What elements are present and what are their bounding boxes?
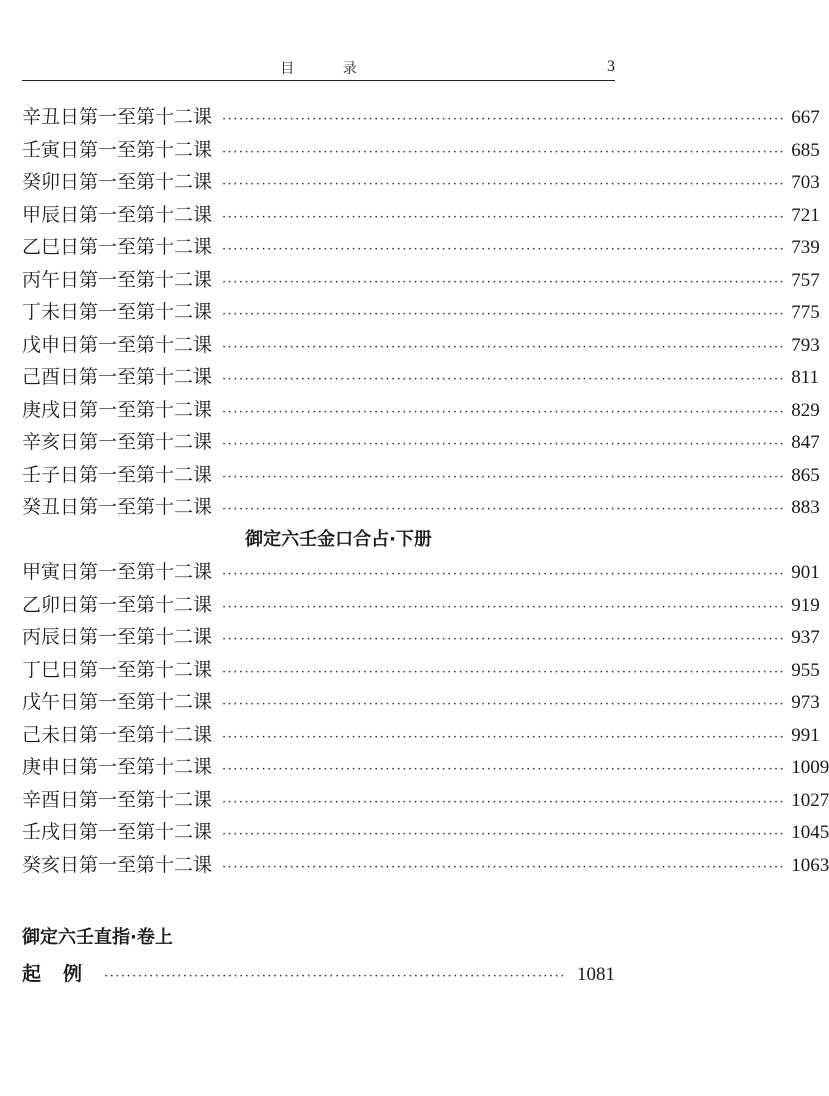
toc-entry[interactable]: [22, 426, 820, 459]
toc-entry-page: 991: [791, 724, 820, 746]
leader-dots: ····································································································: [222, 112, 786, 127]
leader-dots: ····································································································: [222, 567, 786, 582]
toc-entry-label: 丙辰日第一至第十二课: [22, 626, 213, 648]
toc-entry-page: 667: [791, 107, 820, 128]
table-of-contents: [22, 101, 829, 991]
leader-dots: ····································································································: [222, 404, 786, 420]
toc-entry-label: 起例: [22, 963, 105, 985]
leader-dots: ····································································································: [222, 177, 786, 192]
toc-entry[interactable]: [22, 264, 820, 297]
leader-dots: ····································································································: [222, 762, 786, 777]
toc-entry[interactable]: [22, 719, 820, 752]
toc-entry-label: 庚戌日第一至第十二课: [22, 398, 213, 421]
leader-dots: ····································································································: [222, 827, 786, 842]
toc-entry-page: 703: [791, 172, 820, 193]
leader-dots: ····································································································: [222, 729, 786, 745]
toc-entry-label: 乙巳日第一至第十二课: [22, 236, 213, 258]
toc-entry-page: 865: [791, 464, 820, 486]
toc-entry-page: 1081: [577, 964, 615, 985]
header-page-number: 3: [607, 58, 615, 75]
toc-entry-page: 883: [791, 497, 820, 518]
toc-entry[interactable]: [22, 849, 829, 882]
leader-dots: ····································································································: [222, 437, 786, 452]
toc-entry-page: 847: [791, 432, 820, 453]
toc-entry[interactable]: [22, 101, 820, 134]
leader-dots: ····································································································: [222, 697, 786, 712]
toc-entry[interactable]: [22, 751, 829, 784]
toc-entry-page: 739: [791, 237, 820, 258]
toc-entry[interactable]: [22, 784, 829, 817]
toc-entry-page: 1009: [791, 757, 829, 778]
toc-entry-page: 775: [791, 302, 820, 323]
leader-dots: ····································································································: [222, 469, 786, 485]
toc-entry-label: 壬子日第一至第十二课: [22, 463, 213, 486]
toc-entry-page: 955: [791, 659, 820, 681]
leader-dots: ····································································································: [222, 632, 786, 647]
toc-group-upper: [22, 101, 820, 524]
toc-entry-page: 757: [791, 269, 820, 291]
toc-entry-label: 丙午日第一至第十二课: [22, 268, 213, 291]
spacer: [22, 881, 615, 918]
toc-entry-label: 甲辰日第一至第十二课: [22, 203, 213, 226]
toc-entry-label: 丁未日第一至第十二课: [22, 301, 213, 323]
toc-entry-page: 829: [791, 399, 820, 421]
toc-entry[interactable]: [22, 296, 820, 329]
leader-dots: ····································································································: [222, 859, 786, 875]
toc-entry-label: 辛酉日第一至第十二课: [22, 788, 213, 811]
toc-entry[interactable]: [22, 134, 820, 167]
toc-entry-page: 1027: [791, 789, 829, 811]
toc-entry-label: 癸卯日第一至第十二课: [22, 171, 213, 193]
toc-entry-page: 1063: [791, 854, 829, 876]
toc-entry-label: 癸亥日第一至第十二课: [22, 853, 213, 876]
leader-dots: ····································································································: [222, 242, 786, 257]
toc-entry[interactable]: [22, 686, 820, 719]
leader-dots: ····································································································: [222, 502, 786, 517]
toc-entry-label: 戊午日第一至第十二课: [22, 691, 213, 713]
leader-dots: ····································································································: [222, 599, 786, 615]
toc-entry[interactable]: [22, 329, 820, 362]
toc-entry-page: 721: [791, 204, 820, 226]
toc-entry-label: 甲寅日第一至第十二课: [22, 561, 213, 583]
leader-dots: ····································································································: [222, 144, 786, 160]
toc-entry[interactable]: [22, 199, 820, 232]
toc-entry[interactable]: [22, 816, 829, 849]
toc-entry-page: 919: [791, 594, 820, 616]
leader-dots: ····································································································: [222, 794, 786, 810]
toc-entry-label: 乙卯日第一至第十二课: [22, 593, 213, 616]
toc-entry-page: 811: [791, 367, 820, 388]
toc-entry-label: 己未日第一至第十二课: [22, 723, 213, 746]
toc-entry-label: 壬戌日第一至第十二课: [22, 821, 213, 843]
running-header: [22, 58, 615, 81]
toc-entry-page: 685: [791, 139, 820, 161]
toc-entry-page: 1045: [791, 822, 829, 843]
toc-entry-label: 辛亥日第一至第十二课: [22, 431, 213, 453]
toc-entry-label: 壬寅日第一至第十二课: [22, 138, 213, 161]
toc-entry-page: 793: [791, 334, 820, 356]
toc-entry-page: 973: [791, 692, 820, 713]
toc-entry[interactable]: [22, 394, 820, 427]
toc-entry[interactable]: [22, 231, 820, 264]
toc-group-lower: [22, 556, 829, 881]
part-title: 御定六壬直指·卷上: [22, 927, 173, 948]
leader-dots: ····································································································: [222, 372, 786, 387]
toc-entry[interactable]: [22, 459, 820, 492]
toc-entry[interactable]: [22, 654, 820, 687]
leader-dots: ····································································································: [222, 209, 786, 225]
leader-dots: ····································································································: [222, 339, 786, 355]
toc-entry-label: 癸丑日第一至第十二课: [22, 496, 213, 518]
toc-entry[interactable]: [22, 491, 820, 524]
leader-dots: ····································································································: [222, 307, 786, 322]
toc-entry-page: 937: [791, 627, 820, 648]
toc-entry[interactable]: [22, 361, 820, 394]
toc-entry-page: 901: [791, 562, 820, 583]
leader-dots: ····································································································: [222, 664, 786, 680]
toc-entry-label: 戊申日第一至第十二课: [22, 333, 213, 356]
toc-entry[interactable]: [22, 166, 820, 199]
toc-entry-label: 己酉日第一至第十二课: [22, 366, 213, 388]
header-title: 目 录: [280, 61, 379, 77]
section-title: 御定六壬金口合占·下册: [245, 528, 432, 550]
toc-entry-label: 丁巳日第一至第十二课: [22, 658, 213, 681]
toc-entry[interactable]: [22, 556, 820, 589]
toc-entry-label: 辛丑日第一至第十二课: [22, 106, 213, 128]
toc-entry[interactable]: [22, 621, 820, 654]
toc-entry-qili[interactable]: [22, 958, 615, 991]
leader-dots: ····································································································: [222, 274, 786, 290]
toc-entry[interactable]: [22, 589, 820, 622]
leader-dots: ··················································································: [104, 969, 566, 984]
toc-entry-label: 庚申日第一至第十二课: [22, 756, 213, 778]
